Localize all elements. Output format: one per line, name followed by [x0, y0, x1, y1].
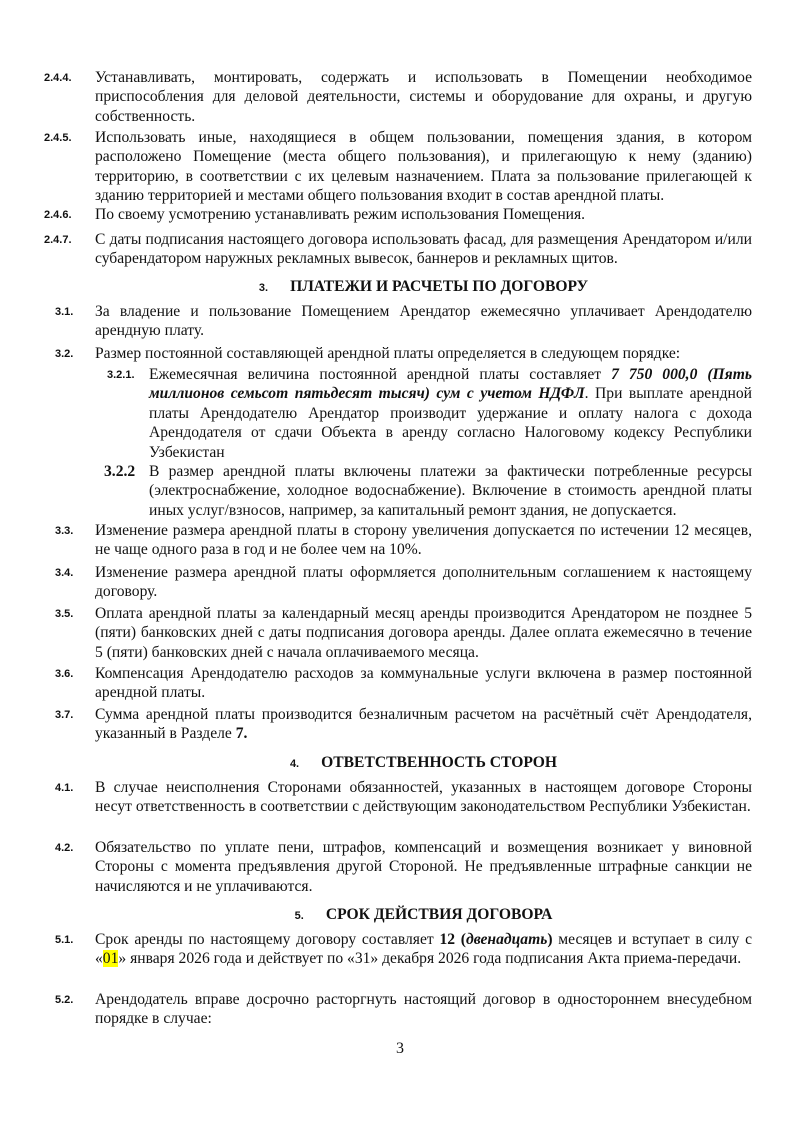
clause-number: 5.1. — [55, 934, 74, 946]
text-run: Ежемесячная величина постоянной арендной платы составляет — [149, 366, 612, 383]
clause-number: 3.5. — [55, 608, 74, 620]
clause-number: 5.2. — [55, 994, 74, 1006]
clause-text: Арендодатель вправе досрочно расторгнуть настоящий договор в одностороннем внесудебном порядке в случае: — [95, 991, 752, 1028]
page-number: 3 — [396, 1040, 404, 1057]
clause-text — [95, 930, 752, 969]
section-title: ПЛАТЕЖИ И РАСЧЕТЫ ПО ДОГОВОРУ — [290, 278, 589, 295]
text-run: » января 2026 года и действует по «31» декабря 2026 года подписания Акта приема-передачи. — [118, 950, 742, 968]
text-run: месяцев и вступает в силу с « — [95, 931, 753, 968]
clause-text: Использовать иные, находящиеся в общем пользовании, помещения здания, в котором расположено Помещение (места общего пользования), и прилегающую к нему (зданию) территорию, в соответствии с их целевым назначением. Плата за пользование прилегающей к зданию территорией и местами общего пользования входит в состав арендной платы. — [95, 129, 752, 205]
clause-text: В случае неисполнения Сторонами обязанностей, указанных в настоящем договоре Стороны несут ответственность в соответствии с действующим законодательством Республики Узбекистан. — [95, 779, 752, 816]
clause-number: 2.4.6. — [44, 209, 72, 221]
section-heading — [95, 905, 752, 926]
clause-number: 4.1. — [55, 782, 74, 794]
clause-number: 4.2. — [55, 842, 74, 854]
clause-number: 2.4.7. — [44, 234, 72, 246]
text-run: ) — [547, 931, 553, 948]
highlighted-start-day: 01 — [102, 950, 119, 968]
clause-text: Размер постоянной составляющей арендной платы определяется в следующем порядке: — [95, 345, 681, 362]
clause-number: 3.4. — [55, 567, 74, 579]
section-title: СРОК ДЕЙСТВИЯ ДОГОВОРА — [325, 906, 553, 923]
section-title: ОТВЕТСТВЕННОСТЬ СТОРОН — [321, 754, 558, 771]
clause-number: 2.4.4. — [44, 72, 72, 84]
clause-number: 3.1. — [55, 306, 74, 318]
clause-number: 3.3. — [55, 525, 74, 537]
text-run: Сумма арендной платы производится безналичным расчетом на расчётный счёт Арендодателя, указанный в Разделе — [95, 706, 752, 743]
text-run: Срок аренды по настоящему договору составляет — [95, 931, 440, 948]
rent-amount: 7 750 000,0 (Пять миллионов семьсот пятьдесят тысяч) сум с учетом НДФЛ — [149, 366, 752, 403]
section-reference: 7. — [235, 725, 248, 743]
clause-text: По своему усмотрению устанавливать режим использования Помещения. — [95, 206, 586, 223]
section-number: 5. — [294, 910, 304, 922]
term-months: 12 ( — [439, 931, 466, 948]
clause-text: Изменение размера арендной платы в сторону увеличения допускается по истечении 12 месяцев, не чаще одного раза в год и не более чем на 10%. — [95, 522, 752, 559]
text-run: . При выплате арендной платы Арендодателю Арендатор производит удержание и оплату налога с дохода Арендодателя от сдачи Объекта в аренду согласно Налоговому кодексу Республики Узбекистан — [149, 385, 752, 461]
clause-text: За владение и пользование Помещением Арендатор ежемесячно уплачивает Арендодателю арендную плату. — [95, 303, 752, 340]
clause-text — [95, 705, 752, 744]
clause-text: Изменение размера арендной платы оформляется дополнительным соглашением к настоящему договору. — [95, 564, 752, 601]
clause-number: 3.2. — [55, 348, 74, 360]
subclause-text: В размер арендной платы включены платежи за фактически потребленные ресурсы (электроснабжение, холодное водоснабжение). Включение в стоимость арендной платы иных услуг/взносов, например, за капитальный ремонт здания, не допускается. — [149, 463, 752, 519]
clause-text: Устанавливать, монтировать, содержать и использовать в Помещении необходимое приспособления для деловой деятельности, системы и оборудование для охраны, и другую собственность. — [95, 69, 752, 125]
section-heading — [95, 277, 752, 298]
section-heading — [95, 753, 752, 774]
clause-text: Компенсация Арендодателю расходов за коммунальные услуги включена в размер постоянной арендной платы. — [95, 665, 752, 702]
section-number: 4. — [289, 758, 300, 770]
term-months-words: двенадцать — [465, 931, 548, 948]
clause-text: Оплата арендной платы за календарный месяц аренды производится Арендатором не позднее 5 (пяти) банковских дней с даты подписания договора аренды. Далее оплата ежемесячно в течение 5 (пяти) банковских дней с начала оплачиваемого месяца. — [95, 605, 752, 661]
clause-number: 3.7. — [55, 709, 74, 721]
clause-text: С даты подписания настоящего договора использовать фасад, для размещения Арендатором и/или субарендатором наружных рекламных вывесок, баннеров и рекламных щитов. — [95, 231, 752, 268]
subclause-number: 3.2.2 — [104, 463, 136, 480]
clause-number: 2.4.5. — [44, 132, 72, 144]
clause-text: Обязательство по уплате пени, штрафов, компенсаций и возмещения возникает у виновной Стороны с момента предъявления другой Стороной. Не предъявленные штрафные санкции не начисляются и не уплачиваются. — [95, 839, 752, 895]
clause-number: 3.6. — [55, 668, 74, 680]
subclause-text — [149, 365, 752, 462]
section-number: 3. — [258, 282, 269, 294]
subclause-number: 3.2.1. — [107, 369, 135, 381]
